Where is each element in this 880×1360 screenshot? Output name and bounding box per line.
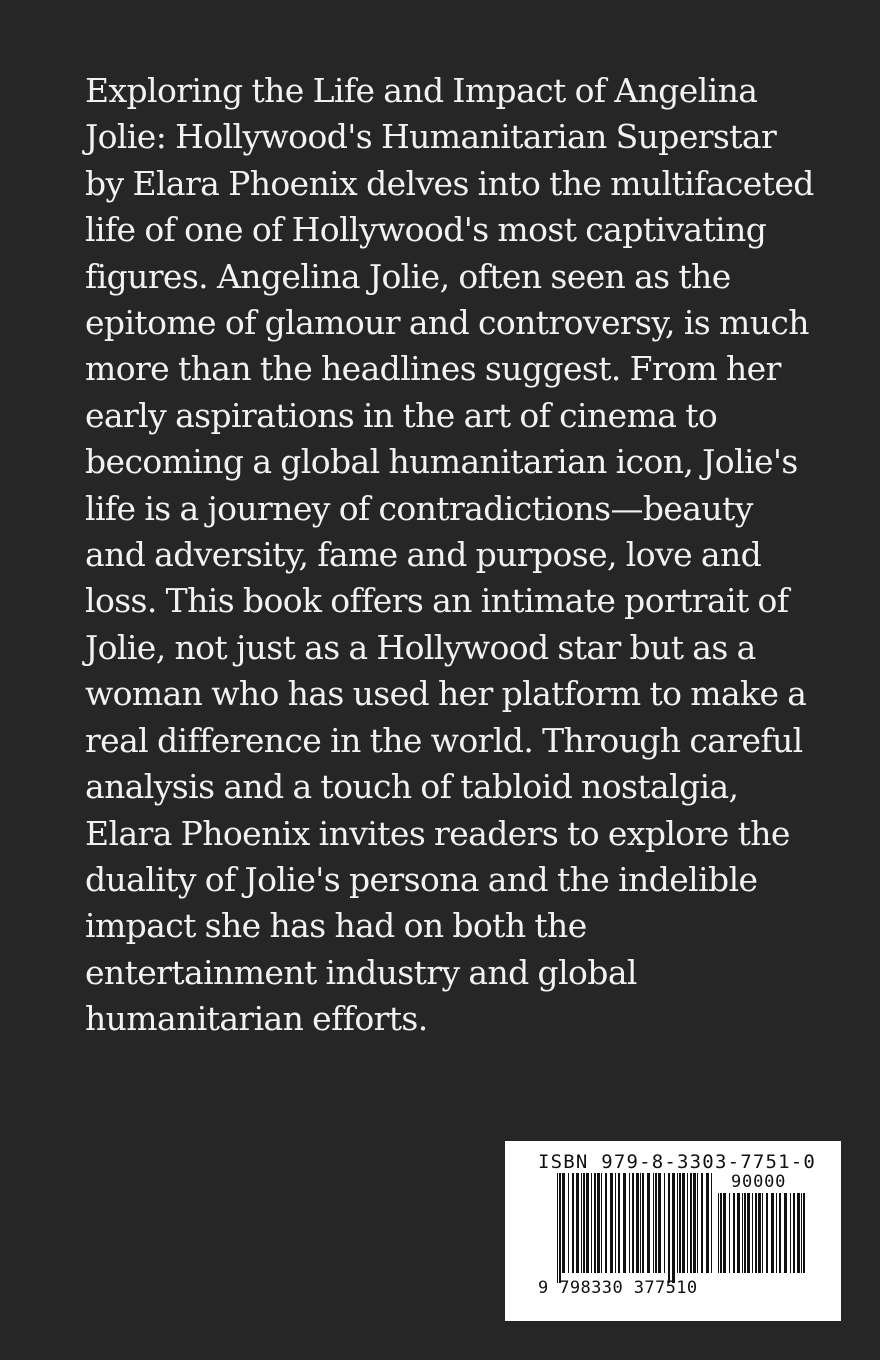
barcode-bar bbox=[655, 1173, 657, 1273]
barcode-bar bbox=[744, 1193, 746, 1273]
barcode-bar bbox=[618, 1173, 620, 1273]
barcode-bar bbox=[723, 1193, 726, 1273]
barcode-bar bbox=[601, 1173, 602, 1273]
barcode-bar bbox=[779, 1193, 781, 1273]
barcode-bar bbox=[557, 1173, 558, 1283]
barcode-bar bbox=[718, 1193, 719, 1273]
barcode-bar bbox=[771, 1193, 774, 1273]
barcode-bar bbox=[591, 1173, 592, 1273]
barcode-bar bbox=[610, 1173, 613, 1273]
barcode-bar bbox=[576, 1173, 579, 1273]
barcode-bar bbox=[629, 1173, 630, 1273]
barcode-bar bbox=[752, 1193, 753, 1273]
barcode-bar bbox=[720, 1193, 722, 1273]
ean-digits: 9 798330 377510 bbox=[538, 1278, 698, 1298]
barcode-bar bbox=[562, 1173, 565, 1273]
price-code: 90000 bbox=[731, 1172, 787, 1192]
barcode-bar bbox=[766, 1193, 768, 1273]
barcode-bar bbox=[581, 1173, 582, 1273]
barcode-bar bbox=[658, 1173, 661, 1273]
barcode-bar bbox=[594, 1173, 596, 1273]
barcode-bar bbox=[747, 1193, 750, 1273]
barcode-bar bbox=[568, 1173, 569, 1273]
barcode-bar bbox=[801, 1193, 802, 1273]
barcode-bar bbox=[636, 1173, 639, 1273]
barcode-bar bbox=[790, 1193, 791, 1273]
barcode-bar bbox=[762, 1193, 763, 1273]
barcode-bar bbox=[758, 1193, 761, 1273]
barcode-bar bbox=[793, 1193, 795, 1273]
barcode-bar bbox=[701, 1173, 703, 1273]
barcode-bar bbox=[797, 1193, 800, 1273]
barcode-bar bbox=[733, 1193, 735, 1273]
barcode-bar bbox=[653, 1173, 654, 1273]
isbn-label: ISBN 979-8-3303-7751-0 bbox=[538, 1151, 817, 1173]
barcode-bar bbox=[784, 1193, 787, 1273]
barcode-bar bbox=[742, 1193, 743, 1273]
barcode-bar bbox=[623, 1173, 626, 1273]
barcode-bar bbox=[755, 1193, 757, 1273]
barcode-bar bbox=[559, 1173, 561, 1283]
barcode-bar bbox=[711, 1173, 712, 1273]
barcode-bar bbox=[729, 1193, 730, 1273]
barcode-bar bbox=[682, 1173, 685, 1273]
barcode-bar bbox=[679, 1173, 681, 1273]
barcode-bar bbox=[572, 1173, 574, 1273]
back-cover-blurb: Exploring the Life and Impact of Angelina Jolie: Hollywood's Humanitarian Superstar by Elara Phoenix delves into the multifaceted life of one of Hollywood's most captivating figures. Angelina Jolie, often seen as the epitome of glamour and controversy, is much more than the headlines suggest. From her early aspirations in the art of cinema to becoming a global humanitarian icon, Jolie's life is a journey of contradictions—beauty and adversity, fame and purpose, love and loss. This book offers an intimate portrait of Jolie, not just as a Hollywood star but as a woman who has used her platform to make a real difference in the world. Through careful analysis and a touch of tabloid nostalgia, Elara Phoenix invites readers to explore the duality of Jolie's persona and the indelible impact she has had on both the entertainment industry and global humanitarian efforts. bbox=[85, 71, 814, 1039]
barcode-bar bbox=[677, 1173, 678, 1273]
barcode-bar bbox=[672, 1173, 675, 1283]
barcode-bar bbox=[586, 1173, 589, 1273]
barcode-bar bbox=[803, 1193, 805, 1273]
barcode-bar bbox=[687, 1173, 688, 1273]
barcode-bar bbox=[697, 1173, 698, 1273]
barcode-bar bbox=[640, 1173, 641, 1273]
barcode-bar bbox=[605, 1173, 607, 1273]
barcode-bar bbox=[693, 1173, 696, 1273]
barcode-bar bbox=[664, 1173, 665, 1273]
barcode-bar bbox=[647, 1173, 650, 1273]
barcode-bar bbox=[706, 1173, 709, 1273]
barcode-bar bbox=[583, 1173, 585, 1273]
barcode-bar bbox=[632, 1173, 634, 1273]
barcode-bar bbox=[737, 1193, 740, 1273]
isbn-barcode-block bbox=[505, 1141, 841, 1321]
barcode-bar bbox=[597, 1173, 600, 1273]
barcode-bar bbox=[642, 1173, 644, 1273]
barcode-bar bbox=[615, 1173, 616, 1273]
barcode-bar bbox=[668, 1173, 670, 1283]
barcode-bar bbox=[776, 1193, 777, 1273]
barcode-bar bbox=[690, 1173, 692, 1273]
